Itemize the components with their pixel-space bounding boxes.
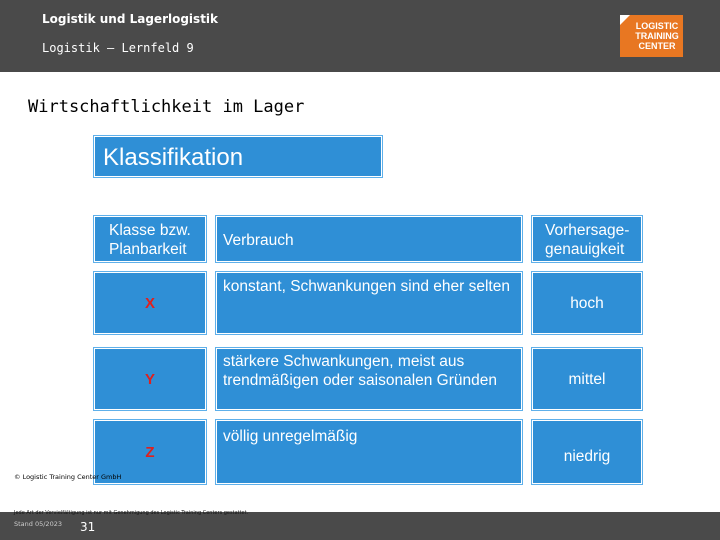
row-x-usage: konstant, Schwankungen sind eher selten (216, 272, 522, 334)
row-y-class: Y (94, 348, 206, 410)
column-header-class: Klasse bzw. Planbarkeit (94, 216, 206, 262)
logo-corner-shape (620, 15, 630, 25)
column-header-usage: Verbrauch (216, 216, 522, 262)
row-z-accuracy: niedrig (532, 420, 642, 484)
row-x-class: X (94, 272, 206, 334)
column-header-accuracy: Vorhersage-genauigkeit (532, 216, 642, 262)
version-date: Stand 05/2023 (14, 520, 62, 528)
disclaimer-text: Jede Art der Vervielfältigung ist nur mit Genehmigung des Logistic Training Centers gestattet. (14, 510, 249, 516)
page-number: 31 (80, 520, 96, 534)
slide-title: Wirtschaftlichkeit im Lager (28, 97, 305, 117)
copyright-text: © Logistic Training Center GmbH (14, 473, 122, 481)
row-y-accuracy: mittel (532, 348, 642, 410)
footer-bar (0, 512, 720, 540)
row-x-accuracy: hoch (532, 272, 642, 334)
classification-heading: Klassifikation (94, 136, 382, 177)
row-z-usage: völlig unregelmäßig (216, 420, 522, 484)
logistic-training-center-logo (620, 15, 683, 57)
row-y-usage: stärkere Schwankungen, meist aus trendmäßigen oder saisonalen Gründen (216, 348, 522, 410)
course-title: Logistik und Lagerlogistik (42, 12, 219, 26)
row-z-class: Z (94, 420, 206, 484)
header-bar (0, 0, 720, 72)
logo-text: LOGISTIC TRAINING CENTER (635, 21, 679, 51)
course-subtitle: Logistik – Lernfeld 9 (42, 41, 194, 55)
